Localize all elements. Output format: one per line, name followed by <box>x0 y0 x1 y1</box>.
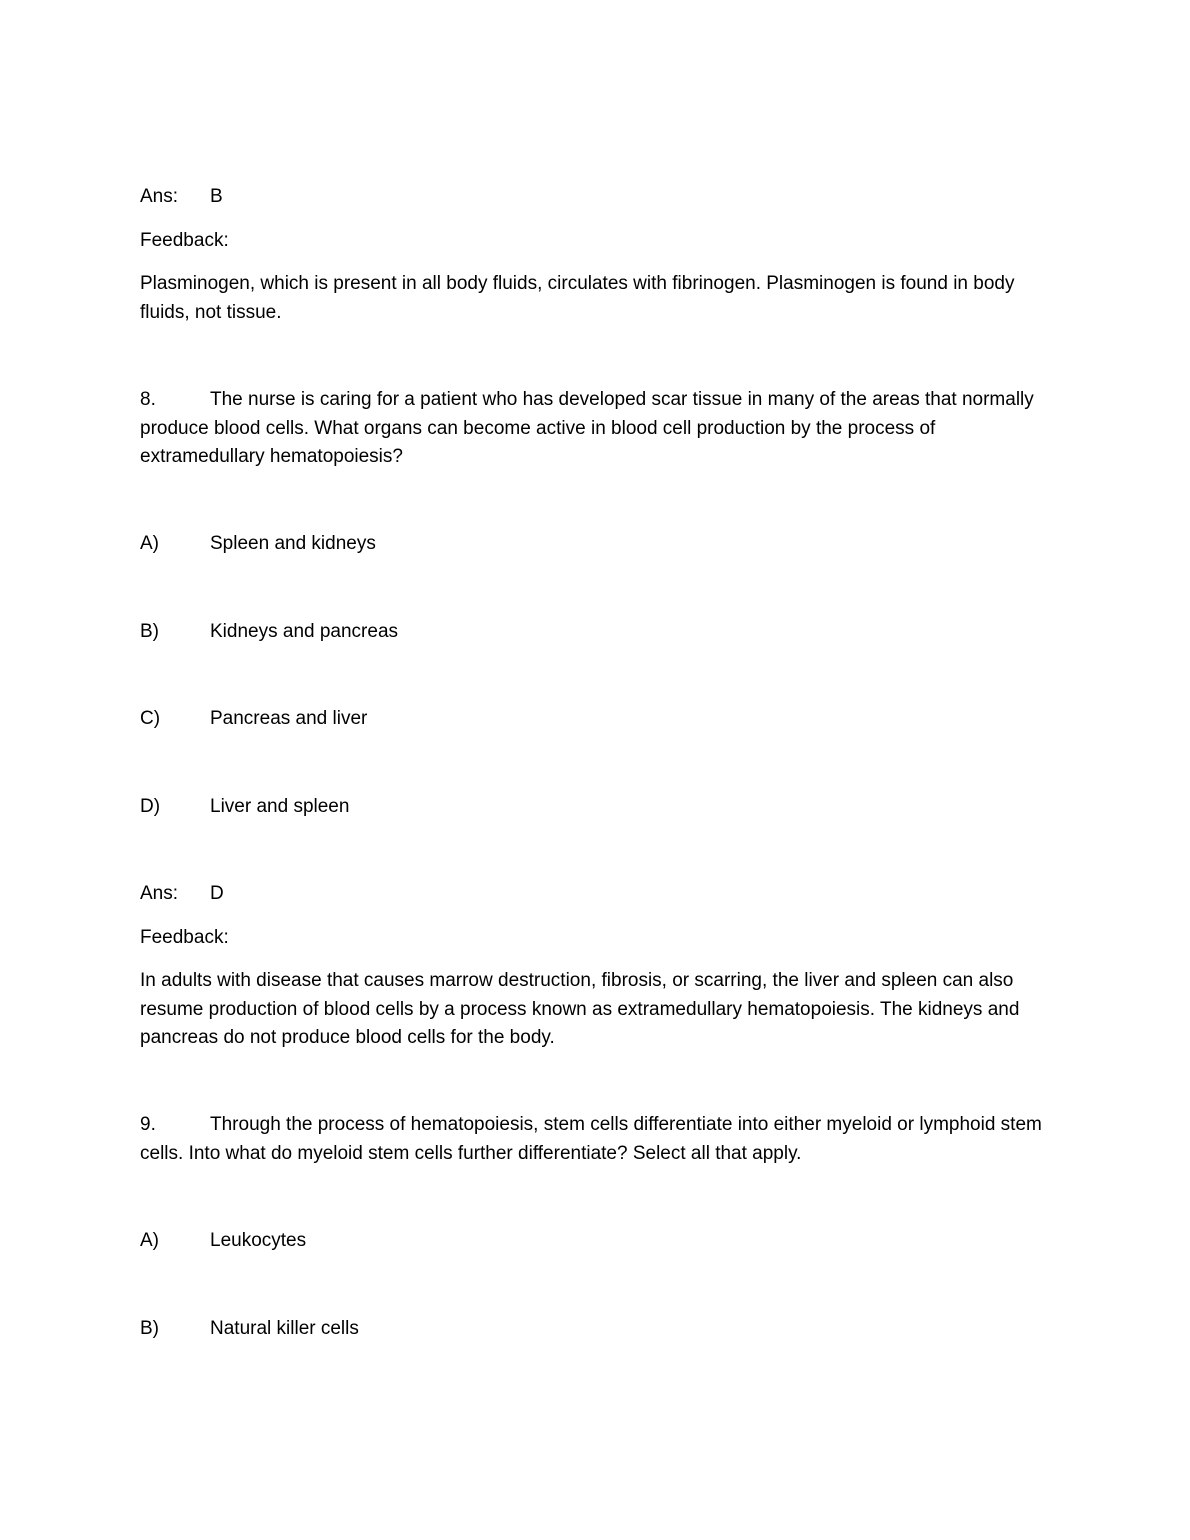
feedback-text-q7: Plasminogen, which is present in all body fluids, circulates with fibrinogen. Plasminogen is found in body fluids, not tissue. <box>140 273 1015 323</box>
option-q8-a <box>140 530 1050 559</box>
option-q8-c <box>140 705 1050 734</box>
option-text: Spleen and kidneys <box>210 533 376 554</box>
feedback-label: Feedback: <box>140 230 229 251</box>
option-text: Liver and spleen <box>210 796 350 817</box>
option-text: Pancreas and liver <box>210 708 368 729</box>
option-text: Kidneys and pancreas <box>210 621 399 642</box>
option-letter: B) <box>140 1318 159 1339</box>
answer-value: B <box>210 186 223 207</box>
answer-label: Ans: <box>140 883 179 904</box>
question-text: Through the process of hematopoiesis, stem cells differentiate into either myeloid or lymphoid stem cells. Into what do myeloid stem cells further differentiate? Select all that apply. <box>140 1114 1042 1164</box>
question-text: The nurse is caring for a patient who has developed scar tissue in many of the areas that normally produce blood cells. What organs can become active in blood cell production by the process of extramedullary hematopoiesis? <box>140 389 1034 467</box>
feedback-label-q8 <box>140 924 1050 953</box>
option-letter: A) <box>140 1230 159 1251</box>
question-8 <box>140 386 1050 472</box>
option-q8-d <box>140 793 1050 822</box>
option-q8-b <box>140 618 1050 647</box>
option-text: Leukocytes <box>210 1230 307 1251</box>
answer-line-q7 <box>140 183 1050 212</box>
feedback-text-q8: In adults with disease that causes marrow destruction, fibrosis, or scarring, the liver and spleen can also resume production of blood cells by a process known as extramedullary hematopoiesis. The kidneys and pancreas do not produce blood cells for the body. <box>140 970 1020 1048</box>
option-letter: B) <box>140 621 159 642</box>
option-letter: D) <box>140 796 161 817</box>
answer-label: Ans: <box>140 186 179 207</box>
option-letter: A) <box>140 533 159 554</box>
option-q9-b <box>140 1315 1050 1344</box>
answer-value: D <box>210 883 224 904</box>
question-number: 9. <box>140 1114 156 1135</box>
feedback-label: Feedback: <box>140 927 229 948</box>
option-q9-a <box>140 1227 1050 1256</box>
option-text: Natural killer cells <box>210 1318 359 1339</box>
option-letter: C) <box>140 708 161 729</box>
feedback-label-q7 <box>140 227 1050 256</box>
question-9 <box>140 1111 1050 1168</box>
question-number: 8. <box>140 389 156 410</box>
answer-line-q8 <box>140 880 1050 909</box>
